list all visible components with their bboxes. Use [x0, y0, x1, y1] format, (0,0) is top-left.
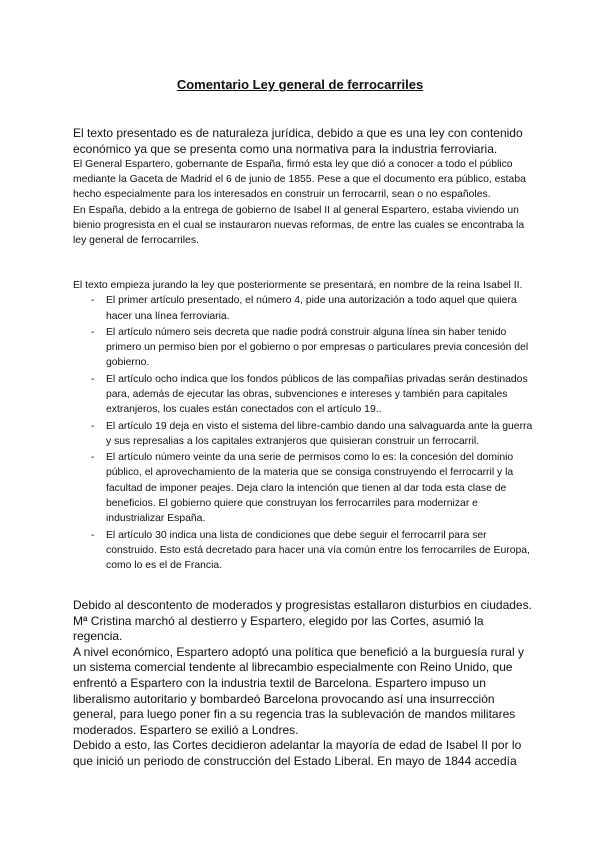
list-item [73, 528, 533, 574]
bullet-dash: - [91, 420, 95, 432]
list-item-text: El artículo número veinte da una serie de permisos como lo es: la concesión del dominio público, el aprovechamiento de la materia que se consiga construyendo el ferrocarril y la facultad de imponer peajes. Deja claro la intención que tienen al dar toda esta clase de beneficios. El gobierno quiere que construyan los ferrocarriles para modernizar e industrializar España. [106, 452, 514, 525]
bullet-dash: - [91, 373, 95, 385]
bullet-dash: - [91, 295, 95, 307]
list-item [73, 372, 533, 418]
economic-paragraph: A nivel económico, Espartero adoptó una política que benefició a la burguesía rural y un sistema comercial tendente al librecambio especialmente con Reino Unido, que enfrentó a Espartero con la industria textil de Barcelona. Espartero impuso un liberalismo autoritario y bombardeó Barcelona provocando así una insurrección general, para luego poner fin a su regencia tras la sublevación de mandos militares moderados. Espartero se exilió a Londres. [73, 644, 524, 737]
list-item [73, 419, 533, 450]
list-item-text: El artículo 30 indica una lista de condiciones que debe seguir el ferrocarril para ser construido. Esto está decretado para hacer una vía común entre los ferrocarriles de Europa, como lo es el de Francia. [106, 529, 530, 572]
list-item-text: El artículo número seis decreta que nadie podrá construir alguna línea sin haber tenido primero un permiso bien por el gobierno o por empresas o particulares previa concesión del gobierno. [106, 326, 529, 369]
espartero-block [73, 157, 533, 248]
bullet-dash: - [91, 452, 95, 464]
disturbances-paragraph: Debido al descontento de moderados y progresistas estallaron disturbios en ciudades. Mª Cristina marchó al destierro y Espartero, elegido por las Cortes, asumió la regencia. [73, 598, 532, 644]
articles-block [73, 278, 533, 575]
history-block [73, 598, 533, 770]
bullet-dash: - [91, 326, 95, 338]
context-paragraph: En España, debido a la entrega de gobierno de Isabel II al general Espartero, estaba viviendo un bienio progresista en el cual se instauraron nuevas reformas, de entre las cuales se encontraba la ley general de ferrocarriles. [73, 204, 525, 247]
list-item [73, 325, 533, 371]
bullet-dash: - [91, 529, 95, 541]
oath-paragraph: El texto empieza jurando la ley que posteriormente se presentará, en nombre de la reina Isabel II. [73, 280, 523, 291]
list-item-text: El artículo ocho indica que los fondos públicos de las compañías privadas serán destinados para, además de ejecutar las obras, subvenciones e intereses y también para capitales extranjeros, los cuales están conectados con el artículo 19.. [106, 373, 528, 416]
document-title: Comentario Ley general de ferrocarriles [176, 77, 424, 92]
articles-list [73, 293, 533, 573]
list-item [73, 450, 533, 526]
list-item-text: El artículo 19 deja en visto el sistema del libre-cambio dando una salvaguarda ante la guerra y sus represalias a los capitales extranjeros que quisieran construir un ferrocarril. [106, 420, 533, 447]
cortes-paragraph: Debido a esto, las Cortes decidieron adelantar la mayoría de edad de Isabel II por lo que inició un periodo de construcción del Estado Liberal. En mayo de 1844 accedía [73, 738, 522, 768]
list-item [73, 293, 533, 324]
list-item-text: El primer artículo presentado, el número 4, pide una autorización a todo aquel que quiera hacer una línea ferroviaria. [106, 295, 517, 322]
espartero-paragraph: El General Espartero, gobernante de España, firmó esta ley que dió a conocer a todo el público mediante la Gaceta de Madrid el 6 de junio de 1855. Pese a que el documento era público, estaba hecho especialmente para los interesados en construir un ferrocarril, sean o no españoles. [73, 159, 526, 201]
intro-paragraph: El texto presentado es de naturaleza jurídica, debido a que es una ley con contenido económico ya que se presenta como una normativa para la industria ferroviaria. [73, 126, 523, 156]
intro-block [73, 126, 533, 157]
